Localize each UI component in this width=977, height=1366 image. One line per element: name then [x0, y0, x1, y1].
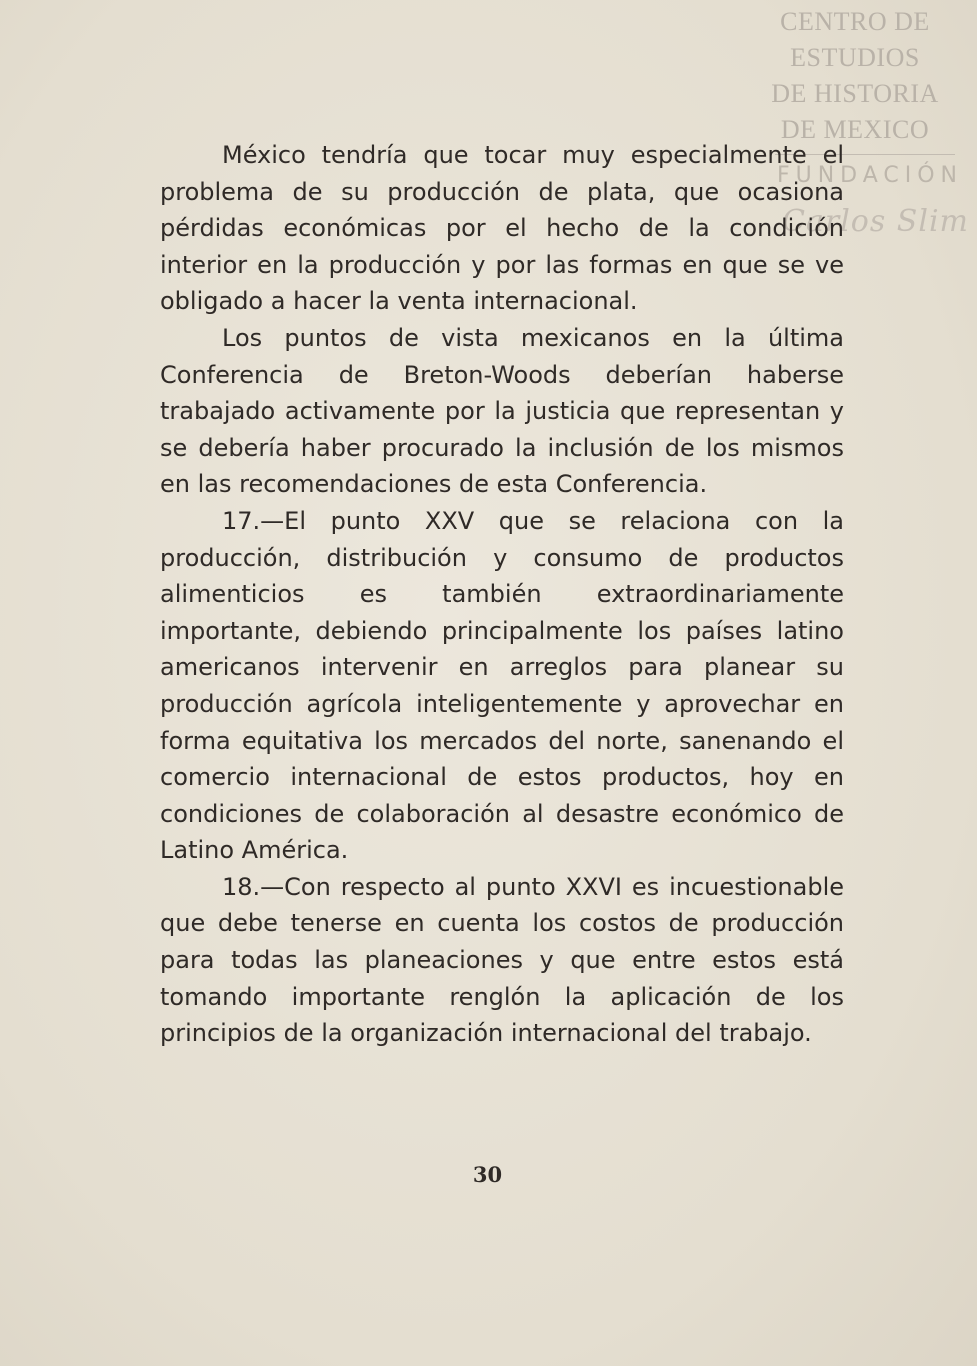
paragraph: 17.—El punto XXV que se relaciona con la producción, distribución y consumo de productos alimenticios es también extraordinariamente importante, debiendo principalmente los países latino americanos intervenir en arreglos para planear su producción agrícola inteligentemente y aprovechar en forma equitativa los mercados del norte, sanenando el comercio internacional de estos productos, hoy en condiciones de colaboración al desastre económico de Latino América. [160, 506, 844, 865]
watermark-line: DE MEXICO [780, 115, 930, 144]
page-number: 30 [472, 1162, 503, 1187]
archive-watermark [755, 4, 969, 239]
watermark-line: DE HISTORIA [771, 79, 939, 108]
watermark-signature: Carlos Slim [782, 204, 969, 239]
paragraph: 18.—Con respecto al punto XXVI es incuestionable que debe tenerse en cuenta los costos de producción para todas las planeaciones y que entre estos está tomando importante renglón la aplicación de los principios de la organización internacional del trabajo. [160, 872, 844, 1048]
paragraph: México tendría que tocar muy especialmente el problema de su producción de plata, que ocasiona pérdidas económicas por el hecho de la condición interior en la producción y por las formas en que se ve obligado a hacer la venta internacional. [160, 141, 844, 316]
watermark-line: ESTUDIOS [790, 43, 920, 72]
body-text [160, 137, 844, 1052]
paragraph: Los puntos de vista mexicanos en la última Conferencia de Breton-Woods deberían haberse trabajado activamente por la justicia que representan y se debería haber procurado la inclusión de los mismos en las recomendaciones de esta Conferencia. [160, 323, 844, 499]
watermark-line: CENTRO DE [780, 7, 930, 36]
watermark-fundacion: FUNDACIÓN [776, 163, 963, 188]
